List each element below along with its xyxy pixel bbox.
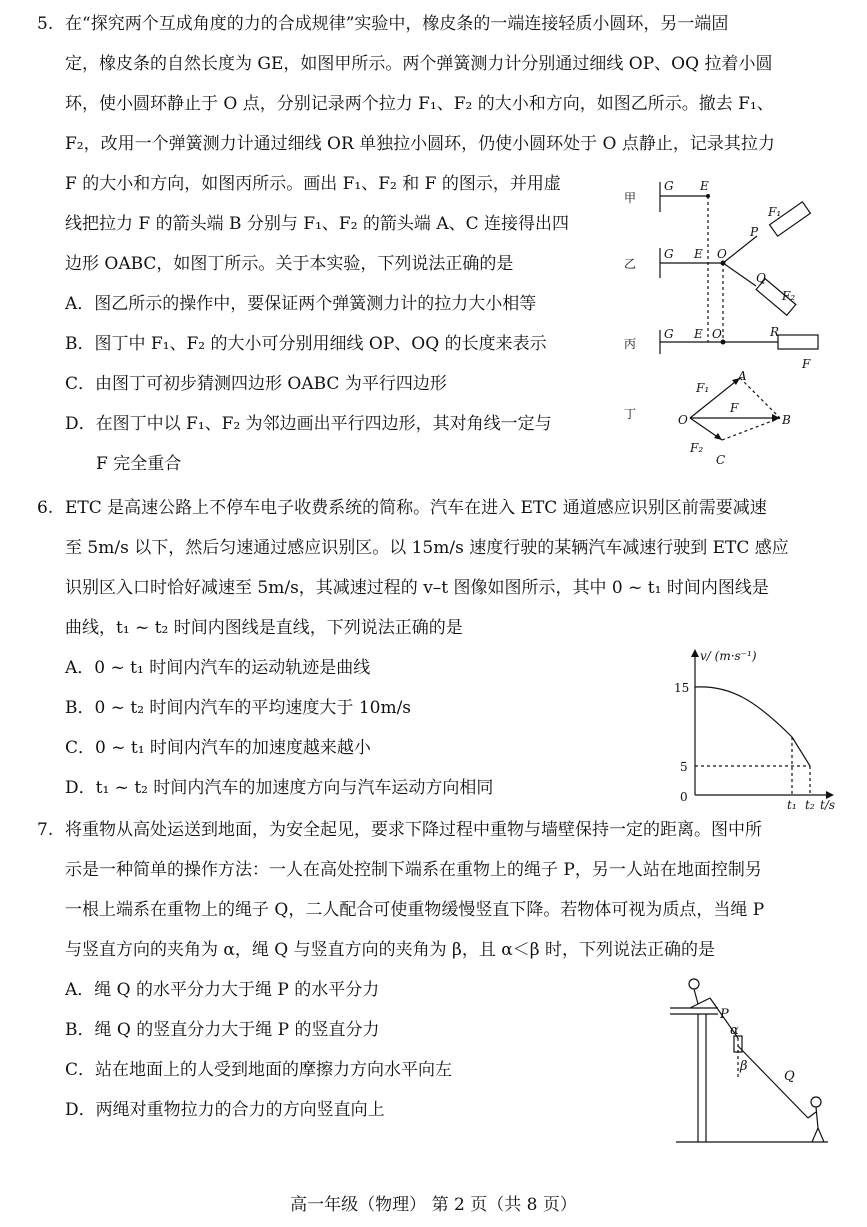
q5-option-b: B．图丁中 F₁、F₂ 的大小可分别用细线 OP、OQ 的长度来表示 (65, 334, 547, 354)
q5-label-C: C (716, 453, 726, 467)
q5-label-F1-4: F₁ (696, 381, 710, 395)
q5-line-4: F₂，改用一个弹簧测力计通过细线 OR 单独拉小圆环，仍使小圆环处于 O 点静止，记录其拉力 (65, 134, 775, 154)
q5-label-R: R (770, 325, 780, 339)
q7-label-beta: β (740, 1059, 748, 1074)
q5-label-G1: G (664, 179, 674, 193)
q5-label-F2: F₂ (782, 289, 796, 303)
q5-label-O3: O (712, 327, 722, 341)
q5-label-Q: Q (756, 271, 766, 285)
q7-option-a: A．绳 Q 的水平分力大于绳 P 的水平分力 (65, 980, 380, 1000)
q6-line-3: 识别区入口时恰好减速至 5m/s，其减速过程的 v–t 图像如图所示，其中 0 ~ t₁ 时间内图线是 (65, 578, 769, 598)
q6-number: 6. (37, 498, 54, 518)
q6-line-2: 至 5m/s 以下，然后匀速通过感应识别区。以 15m/s 速度行驶的某辆汽车减速行驶到 ETC 感应 (65, 538, 789, 558)
q6-option-c: C．0 ~ t₁ 时间内汽车的加速度越来越小 (65, 738, 371, 758)
q6-origin: 0 (680, 790, 688, 804)
q7-line-1: 将重物从高处运送到地面，为安全起见，要求下降过程中重物与墙壁保持一定的距离。图中所 (65, 820, 762, 840)
q5-label-G3: G (664, 327, 674, 341)
q6-t2: t₂ (805, 798, 815, 812)
q5-label-bing: 丙 (624, 337, 637, 351)
page-footer: 高一年级（物理） 第 2 页（共 8 页） (290, 1195, 577, 1215)
q5-label-E1: E (700, 179, 709, 193)
q7-label-alpha: α (730, 1023, 739, 1038)
q5-label-F4: F (730, 401, 739, 415)
q7-line-4: 与竖直方向的夹角为 α，绳 Q 与竖直方向的夹角为 β，且 α＜β 时，下列说法正确的是 (65, 940, 715, 960)
q5-label-F: F (802, 357, 811, 371)
q5-label-G2: G (664, 247, 674, 261)
q6-ylabel: v/ (m·s⁻¹) (700, 649, 757, 663)
q5-label-F1: F₁ (768, 205, 782, 219)
q5-line-1: 在“探究两个互成角度的力的合成规律”实验中，橡皮条的一端连接轻质小圆环，另一端固 (65, 14, 729, 34)
q6-option-a: A．0 ~ t₁ 时间内汽车的运动轨迹是曲线 (65, 658, 371, 678)
q5-label-P: P (750, 225, 759, 239)
q5-line-7: 边形 OABC，如图丁所示。关于本实验，下列说法正确的是 (65, 254, 514, 274)
q7-label-Q: Q (784, 1069, 795, 1084)
q7-option-d: D．两绳对重物拉力的合力的方向竖直向上 (65, 1100, 385, 1120)
q6-option-d: D．t₁ ~ t₂ 时间内汽车的加速度方向与汽车运动方向相同 (65, 778, 494, 798)
q5-label-O4: O (678, 413, 688, 427)
q5-line-6: 线把拉力 F 的箭头端 B 分别与 F₁、F₂ 的箭头端 A、C 连接得出四 (65, 214, 570, 234)
q5-label-A: A (738, 369, 747, 383)
q6-xlabel: t/s (820, 798, 836, 812)
q5-figure (620, 172, 840, 472)
q6-t1: t₁ (787, 798, 797, 812)
q5-option-c: C．由图丁可初步猜测四边形 OABC 为平行四边形 (65, 374, 447, 394)
q5-label-B: B (782, 413, 791, 427)
q5-option-d-cont: F 完全重合 (96, 454, 182, 474)
q6-line-1: ETC 是高速公路上不停车电子收费系统的简称。汽车在进入 ETC 通道感应识别区前需要减速 (65, 498, 767, 518)
q5-label-E3: E (694, 327, 703, 341)
q5-label-F2-4: F₂ (690, 441, 704, 455)
q6-vt-graph (660, 645, 845, 815)
q5-label-jia: 甲 (624, 191, 637, 205)
q7-line-2: 示是一种简单的操作方法：一人在高处控制下端系在重物上的绳子 P，另一人站在地面控制另 (65, 860, 762, 880)
q7-figure (668, 970, 848, 1150)
q7-label-P: P (720, 1007, 729, 1022)
q6-y5: 5 (680, 760, 688, 774)
q5-label-E2: E (694, 247, 703, 261)
q5-line-3: 环，使小圆环静止于 O 点，分别记录两个拉力 F₁、F₂ 的大小和方向，如图乙所示。撤去 F₁、 (65, 94, 774, 114)
q5-line-2: 定，橡皮条的自然长度为 GE，如图甲所示。两个弹簧测力计分别通过细线 OP、OQ 拉着小圆 (65, 54, 773, 74)
q5-number: 5. (37, 14, 54, 34)
q5-option-d: D．在图丁中以 F₁、F₂ 为邻边画出平行四边形，其对角线一定与 (65, 414, 552, 434)
q5-line-5: F 的大小和方向，如图丙所示。画出 F₁、F₂ 和 F 的图示，并用虚 (65, 174, 561, 194)
q5-label-yi: 乙 (624, 257, 637, 271)
q7-option-b: B．绳 Q 的竖直分力大于绳 P 的竖直分力 (65, 1020, 380, 1040)
q6-y15: 15 (674, 681, 690, 695)
q5-label-ding: 丁 (624, 407, 637, 421)
q5-option-a: A．图乙所示的操作中，要保证两个弹簧测力计的拉力大小相等 (65, 294, 537, 314)
q5-label-O2: O (717, 247, 727, 261)
q7-number: 7. (37, 820, 54, 840)
q7-option-c: C．站在地面上的人受到地面的摩擦力方向水平向左 (65, 1060, 453, 1080)
q6-line-4: 曲线，t₁ ~ t₂ 时间内图线是直线，下列说法正确的是 (65, 618, 463, 638)
q6-option-b: B．0 ~ t₂ 时间内汽车的平均速度大于 10m/s (65, 698, 412, 718)
q7-line-3: 一根上端系在重物上的绳子 Q，二人配合可使重物缓慢竖直下降。若物体可视为质点，当绳 P (65, 900, 765, 920)
